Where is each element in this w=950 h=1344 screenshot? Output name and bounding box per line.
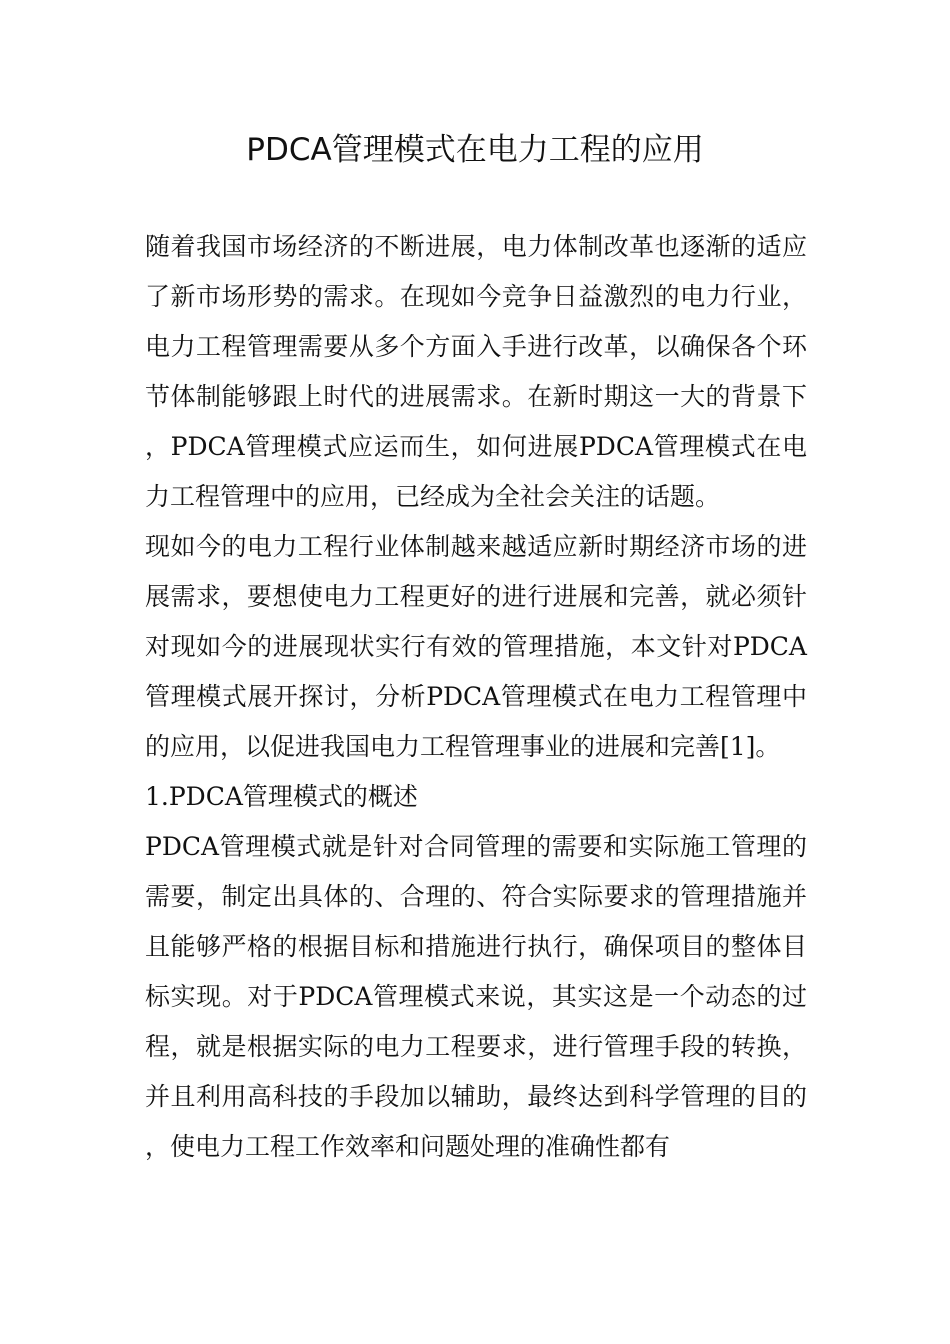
paragraph-purpose: 现如今的电力工程行业体制越来越适应新时期经济市场的进展需求，要想使电力工程更好的进行进展和完善，就必须针对现如今的进展现状实行有效的管理措施，本文针对PDCA管理模式展开探讨，分析PDCA管理模式在电力工程管理中的应用，以促进我国电力工程管理事业的进展和完善[1]。 [145,532,807,761]
paragraph-overview: PDCA管理模式就是针对合同管理的需要和实际施工管理的需要，制定出具体的、合理的、符合实际要求的管理措施并且能够严格的根据目标和措施进行执行，确保项目的整体目标实现。对于PDCA管理模式来说，其实这是一个动态的过程，就是根据实际的电力工程要求，进行管理手段的转换，并且利用高科技的手段加以辅助，最终达到科学管理的目的，使电力工程工作效率和问题处理的准确性都有 [145,832,807,1161]
document-body [145,222,807,1172]
section-heading: 1.PDCA管理模式的概述 [145,782,418,811]
paragraph-intro: 随着我国市场经济的不断进展，电力体制改革也逐渐的适应了新市场形势的需求。在现如今竞争日益激烈的电力行业，电力工程管理需要从多个方面入手进行改革，以确保各个环节体制能够跟上时代的进展需求。在新时期这一大的背景下，PDCA管理模式应运而生，如何进展PDCA管理模式在电力工程管理中的应用，已经成为全社会关注的话题。 [145,232,807,511]
document-title: PDCA管理模式在电力工程的应用 [246,132,704,168]
